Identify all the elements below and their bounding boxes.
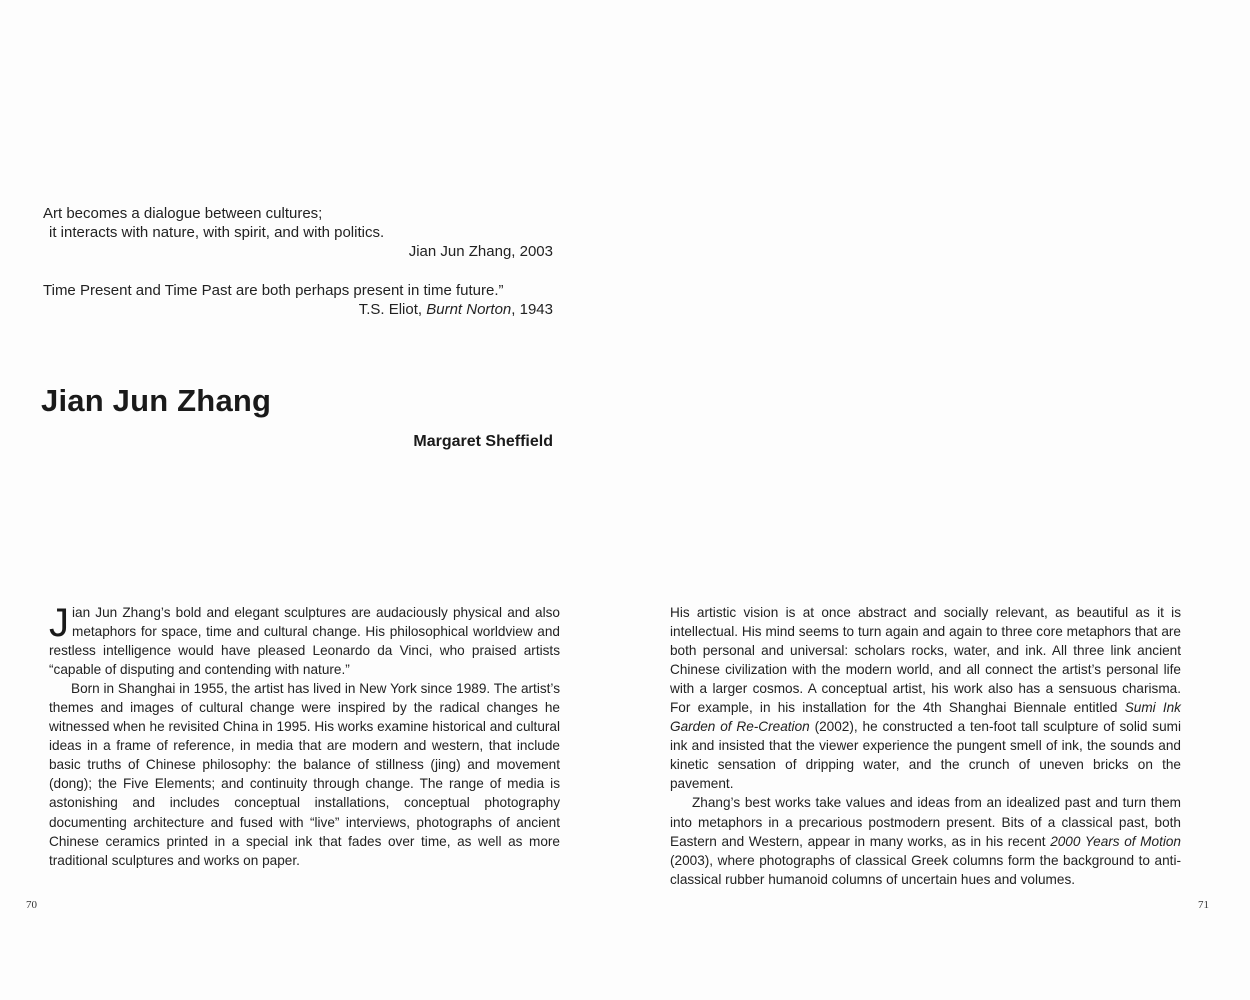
paragraph-text: ian Jun Zhang’s bold and elegant sculptures are audaciously physical and also metaphors for space, time and cultural change. His philosophical worldview and restless intelligence would have pleased Leonardo da Vinci, who praised artists “capable of disputing and contending with nature.” [49, 605, 560, 678]
right-text-column [670, 603, 1181, 889]
left-text-column [49, 603, 560, 870]
drop-cap: J [49, 601, 69, 645]
paragraph-text: Zhang’s best works take values and ideas from an idealized past and turn them into metaphors in a precarious postmodern present. Bits of a classical past, both Eastern and Western, appear in many works, as in his recent [670, 795, 1181, 849]
epigraph-line: Art becomes a dialogue between cultures; [43, 205, 323, 222]
article-title: Jian Jun Zhang [41, 383, 272, 418]
left-page [0, 0, 615, 1000]
artwork-title: Sumi Ink Garden of Re-Creation [670, 700, 1181, 735]
epigraph-attribution: Jian Jun Zhang, 2003 [408, 243, 553, 260]
attribution-author: T.S. Eliot, [358, 301, 423, 318]
epigraph-line: Time Present and Time Past are both perhaps present in time future.” [43, 282, 504, 299]
paragraph-text: (2003), where photographs of classical Greek columns form the background to anti-classical rubber humanoid columns of uncertain hues and volumes. [670, 852, 1181, 887]
article-author: Margaret Sheffield [413, 433, 553, 450]
artwork-title: 2000 Years of Motion [1050, 833, 1181, 849]
page-number-right: 71 [1198, 899, 1209, 911]
attribution-work: Burnt Norton [426, 301, 512, 318]
paragraph [670, 793, 1181, 888]
epigraph-zhang [43, 204, 553, 261]
paragraph-text: His artistic vision is at once abstract and socially relevant, as beautiful as it is intellectual. His mind seems to turn again and again to three core metaphors that are both personal and universal: scholars rocks, water, and ink. All three link ancient Chinese civilization with the modern world, and all connect the artist’s personal life with a larger cosmos. A conceptual artist, his work also has a sensuous charisma. For example, in his installation for the 4th Shanghai Biennale entitled [670, 605, 1181, 716]
paragraph [670, 603, 1181, 793]
page-number-left: 70 [26, 899, 37, 911]
paragraph: Born in Shanghai in 1955, the artist has lived in New York since 1989. The artist’s themes and images of cultural change were inspired by the radical changes he witnessed when he revisited China in 1995. His works examine historical and cultural ideas in a frame of reference, in media that are modern and western, that include basic truths of Chinese philosophy: the balance of stillness (jing) and movement (dong); the Five Elements; and continuity through change. The range of media is astonishing and includes conceptual installations, conceptual photography documenting architecture and fused with “live” interviews, photographs of ancient Chinese ceramics printed in a special ink that fades over time, as well as more traditional sculptures and works on paper. [49, 681, 560, 868]
right-page [615, 0, 1250, 1000]
paragraph-text: (2002), he constructed a ten-foot tall sculpture of solid sumi ink and insisted that the viewer experience the pungent smell of ink, the sounds and kinetic sensation of dripping water, and the crunch of uneven bricks on the pavement. [670, 719, 1181, 792]
epigraph-line: it interacts with nature, with spirit, and with politics. [49, 224, 385, 241]
epigraph-eliot [43, 281, 553, 319]
paragraph [49, 603, 560, 679]
epigraph-attribution [43, 300, 553, 319]
attribution-year: , 1943 [511, 301, 553, 318]
